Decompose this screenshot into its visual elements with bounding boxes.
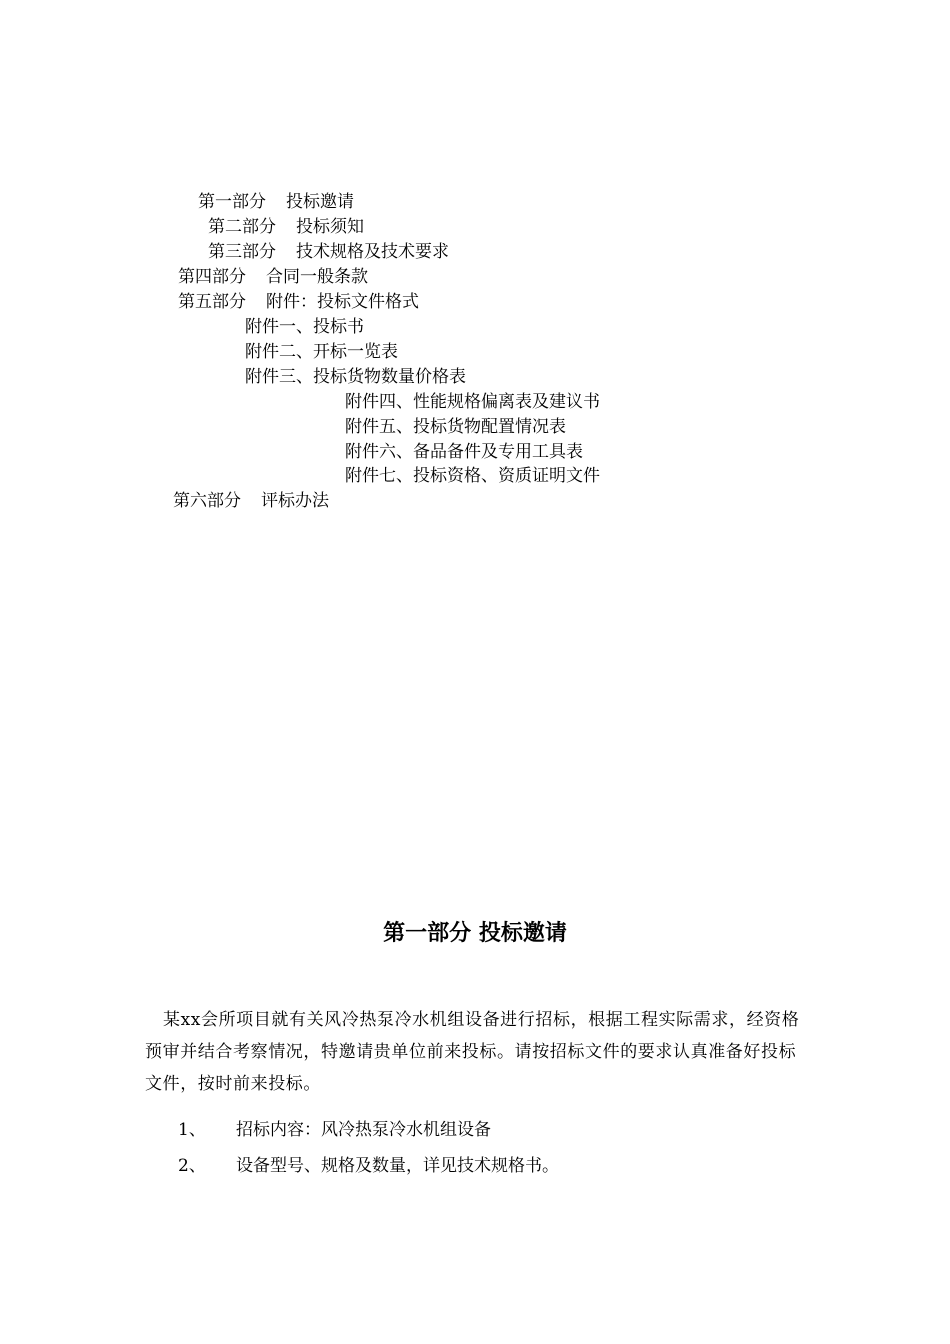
toc-part-label: 第二部分 (208, 217, 276, 237)
toc-part-label: 第三部分 (208, 242, 276, 262)
intro-paragraph: 某xx会所项目就有关风冷热泵冷水机组设备进行招标，根据工程实际需求，经资格预审并结合考察情况，特邀请贵单位前来投标。请按招标文件的要求认真准备好投标文件，按时前来投标。 (145, 1010, 800, 1094)
toc-entry-part-3 (208, 240, 449, 264)
toc-part-label: 第四部分 (178, 267, 246, 287)
toc-part-title: 合同一般条款 (266, 267, 368, 287)
toc-part-title: 评标办法 (261, 491, 329, 511)
toc-part-title: 投标须知 (296, 217, 364, 237)
toc-entry-annex-1: 附件一、投标书 (245, 317, 364, 337)
list-item-text: 招标内容：风冷热泵冷水机组设备 (236, 1120, 491, 1140)
toc-part-label: 第六部分 (173, 491, 241, 511)
toc-entry-part-6 (173, 489, 329, 513)
toc-entry-annex-3: 附件三、投标货物数量价格表 (245, 367, 466, 387)
toc-part-title: 附件：投标文件格式 (266, 292, 419, 312)
toc-entry-annex-4: 附件四、性能规格偏离表及建议书 (345, 392, 600, 412)
toc-entry-part-5 (178, 290, 419, 314)
toc-entry-annex-7: 附件七、投标资格、资质证明文件 (345, 466, 600, 486)
list-item-text: 设备型号、规格及数量，详见技术规格书。 (236, 1156, 559, 1176)
toc-entry-part-4 (178, 265, 368, 289)
list-item-number: 2、 (178, 1156, 206, 1176)
toc-entry-annex-2: 附件二、开标一览表 (245, 342, 398, 362)
toc-entry-annex-6: 附件六、备品备件及专用工具表 (345, 442, 583, 462)
toc-part-label: 第一部分 (198, 192, 266, 212)
list-item (178, 1116, 491, 1144)
list-item-number: 1、 (178, 1120, 206, 1140)
section-title: 第一部分 投标邀请 (383, 921, 567, 946)
toc-part-title: 投标邀请 (286, 192, 354, 212)
toc-entry-part-2 (208, 215, 364, 239)
toc-part-title: 技术规格及技术要求 (296, 242, 449, 262)
toc-entry-part-1 (198, 190, 354, 214)
toc-part-label: 第五部分 (178, 292, 246, 312)
list-item (178, 1152, 559, 1180)
toc-entry-annex-5: 附件五、投标货物配置情况表 (345, 417, 566, 437)
